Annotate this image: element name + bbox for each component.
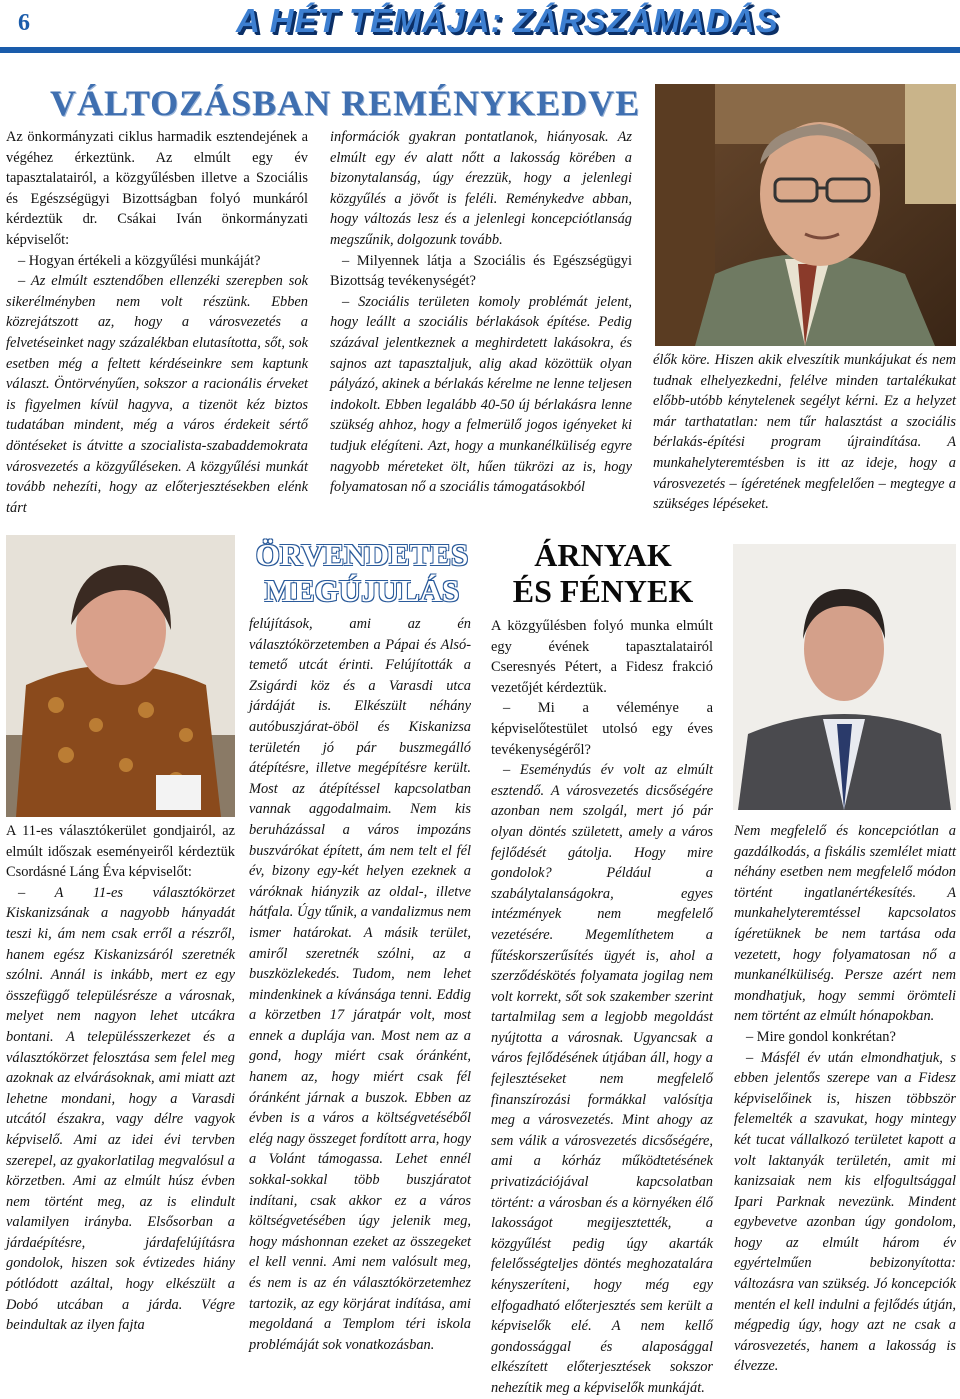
- section-title: A HÉT TÉMÁJA: ZÁRSZÁMADÁS: [236, 2, 779, 39]
- answer-paragraph: felújítások, ami az én választókörzetemben a Pápai és Alsó-temető utcát érinti. Felújították a Zsigárdi köz és a Varasdi utca járdáját is. Elkészült néhány autóbuszjárat-öböl és Kiskanizsa területén jó pár buszmegálló átépítésre, illetve megépítésre került. Most az átépítéssel kapcsolatban vannak aggodalmaim. Nem kis beruházással a város impozáns buszvárókat épített, ám nem telt el fél év, bizony egy-két helyen ezeknek a váróknak hiányzik az oldal-, illetve hátfala. Úgy tűnik, a vandalizmus nem ismer határokat. A másik terület, amiről szeretnék szólni, az a buszközlekedés. Tudom, nem lehet mindenkinek a kívánsága tenni. Eddig a körzetben 17 járatpár volt, most ennek a duplája van. Most nem az a gond, hogy miért csak óránként, hanem az, hogy miért csak fél óránként járnak a buszok. Ebben az évben is a város a költségvetéséből elég nagy összeget fordított arra, hogy a Volánt támogassa. Lehet ennél sokkal-sokkal több buszjáratot indítani, csak akkor ez a város költségvetésében úgy jelenik meg, hogy máshonnan ezeket az összegeket el kell venni. Ami nem valósult meg, és nem is az én választókörzetemhez tartozik, az egy körjárat indítása, ami megoldaná a Templom téri iskola problémáját sok vonatkozásban.: [249, 616, 471, 1353]
- main-article-col3: [653, 350, 956, 515]
- article3-col1: [491, 616, 713, 1399]
- header-rule: [0, 47, 960, 53]
- portrait-photo-csordasne: [6, 535, 235, 817]
- portrait-photo-cseresnyes: [733, 544, 956, 810]
- answer-paragraph: információk gyakran pontatlanok, hiányosak. Az elmúlt egy év alatt nőtt a lakosság körében a bizonytalanság, úgy érezzük, hogy a jelenlegi közgyűlés a jövőt is feléli. Reménykedve abban, hogy változás lesz és a jelenlegi koncepciótlanság megszűnik, dolgozunk tovább.: [330, 129, 632, 248]
- page-number: 6: [18, 10, 30, 36]
- portrait-photo-csakai: [655, 84, 956, 346]
- main-headline: VÁLTOZÁSBAN REMÉNYKEDVE: [50, 83, 641, 123]
- article2-headline: ÖRVENDETES MEGÚJULÁS: [255, 537, 469, 608]
- intro-paragraph: A közgyűlésben folyó munka elmúlt egy évének tapasztalatairól Cseresnyés Pétert, a Fidesz frakció vezetőjét kérdeztük.: [491, 618, 713, 696]
- main-article-col1: [6, 127, 308, 518]
- question: – Milyennek látja a Szociális és Egészségügyi Bizottság tevékenységét?: [330, 252, 632, 290]
- answer-paragraph: Nem megfelelő és koncepciótlan a gazdálkodás, a fiskális szemlélet miatt néhány esetben nem megfelelő módon történt ingatlanértékesítés. A munkahelyteremtéssel kapcsolatos ígéretüknek be nem tartása oda vezetett, hogy folyamatosan nő a munkanélküliség. Persze azért nem mondhatjuk, hogy semmi örömteli nem történt az elmúlt hónapokban.: [734, 823, 956, 1025]
- intro-paragraph: A 11-es választókerület gondjairól, az elmúlt időszak eseményeiről kérdeztük Csordásné Láng Éva képviselőt:: [6, 823, 235, 881]
- article3-col2: [734, 821, 956, 1377]
- intro-paragraph: Az önkormányzati ciklus harmadik esztendejének a végéhez érkeztünk. Az elmúlt egy év tapasztalatairól, a közgyűlésben illetve a Szociális és Egészségügyi Bizottságban folyó munkáról kérdeztük dr. Csákai Iván önkormányzati képviselőt:: [6, 129, 308, 248]
- article2-col1: [6, 821, 235, 1336]
- answer-paragraph: – Másfél év után elmondhatjuk, s ebben jelentős szerepe van a Fidesz képviselőinek is, hiszen többször felemelték a szavukat, hogy mintegy két tucat vállalkozó területet kapott a volt laktanyák területén, amit mi kanizsaiak nem kis elfogultsággal Ipari Parknak nevezünk. Mindent egybevetve azonban úgy gondolom, hogy az elmúlt három év egyértelműen bebizonyította: változásra van szükség. Jó koncepciók mentén el kell indulni a fejlődés útján, mégpedig úgy, hogy azt ne csak a városvezetés, hanem a lakosság is élvezze.: [734, 1049, 956, 1375]
- main-article-col2: [330, 127, 632, 498]
- question: – Hogyan értékeli a közgyűlési munkáját?: [18, 252, 261, 269]
- answer-paragraph: élők köre. Hiszen akik elveszítik munkájukat és nem tudnak elhelyezkedni, felélve minden tartalékukat előbb-utóbb kénytelenek segélyt kérni. Ez a helyzet már tarthatatlan: nem tűr halasztást a szociális bérlakás-építési program újraindítása. A munkahelyteremtésben is itt az ideje, hogy a városvezetés – ígéretének megfelelően – megtegye a szükséges lépéseket.: [653, 352, 956, 513]
- question: – Mire gondol konkrétan?: [746, 1028, 896, 1045]
- article3-headline: ÁRNYAK ÉS FÉNYEK: [512, 537, 694, 609]
- article2-col2: [249, 614, 471, 1355]
- answer-paragraph: – Szociális területen komoly problémát jelent, hogy leállt a szociális bérlakások építése. Pedig százával jelentkeznek a meghirdetett lakásokra, és sajnos azt tapasztaljuk, alig akad közöttük olyan pályázó, akinek a bérlakás kérelme ne lenne teljesen indokolt. Ebben legalább 40-50 új bérlakásra lenne szükség ahhoz, hogy a felmerülő jogos igényeket ki tudjuk elégíteni. Azt, hogy a munkanélküliség egyre nagyobb méreteket ölt, hűen tükrözi az is, hogy folyamatosan nő a szociális támogatásokból: [330, 293, 632, 496]
- answer-paragraph: – Eseménydús év volt az elmúlt esztendő. A városvezetés dicsőségére azonban nem szolgál, mert jó pár olyan döntés született, amely a város fejlődését gátolja. Hogy mire gondolok? Például a szabálytalanságokra, egyes intézmények nem megfelelő vezetésére. Megemlíthetem a fűtéskorszerűsítés ügyét is, ahol a szerződéskötés folyamata jogilag nem volt korrekt, sőt sok szakember szerint tartalmilag sem a legjobb megoldást nyújtotta a városnak. Ugyancsak a város fejlődésének útjában áll, hogy a fejlesztéseket nem megfelelő finanszírozási formákkal valósítja meg a városvezetés. Mint ahogy az sem válik a városvezetés dicsőségére, ami a kórház működtetésének privatizációjával kapcsolatban történt: a városban és a környéken élő lakosságot megijesztették, a közgyűlést pedig úgy akarták felelősségteljes döntés meghozatalára kényszeríteni, hogy még egy elfogadható előterjesztés sem került a képviselők elé. A nem kellő gondossággal és alaposággal elkészített előterjesztések sokszor nehezítik meg a képviselők munkáját.: [491, 762, 713, 1396]
- answer-paragraph: – Az elmúlt esztendőben ellenzéki szerepben sok sikerélményben nem volt részünk. Ebben közrejátszott az, hogy a városvezetés a felvetéseinket nagy százalékban elutasította, sőt, sok esetben még a feltett kérdéseinkre sem kaptunk választ. Öntörvényűen, sokszor a racionális érveket is figyelmen kívül hagyva, a tizenöt kéz biztos tudatában mindent, még a város érdekeit sértő döntéseket is átvitte a szocialista-szabaddemokrata városvezetés a közgyűléseken. A közgyűlési munkát tovább nehezíti, hogy az előterjesztésekben elénk tárt: [6, 273, 308, 516]
- question: – Mi a véleménye a képviselőtestület utolsó egy éves tevékenységéről?: [491, 700, 713, 758]
- answer-paragraph: – A 11-es választókörzet Kiskanizsának a nagyobb hányadát teszi ki, ám nem csak erről a részről, hanem egész Kiskanizsáról szeretnék szólni. Annál is inkább, mert ez egy összefüggő településrésze a városnak, melyet nem nagyon lehet utcákra bontani. A településszerkezet és a választókörzet felosztása sem felel meg azoknak az elvárásoknak, ami miatt azt lehetne mondani, hogy a Varasdi utcától északra, vagy délre vagyok képviselő. Ami az idei évi tervben szerepel, az gyakorlatilag megvalósul a körzetben. Ami az elmúlt húsz évben nem történt meg, az is elindult valamilyen irányba. Elsősorban a járdaépítésre, járdafelújításra gondolok, hiszen sok évtizedes hiány pótlódott azáltal, hogy elkészült a Dobó utcában a járda. Végre beindultak az ilyen fajta: [6, 884, 235, 1334]
